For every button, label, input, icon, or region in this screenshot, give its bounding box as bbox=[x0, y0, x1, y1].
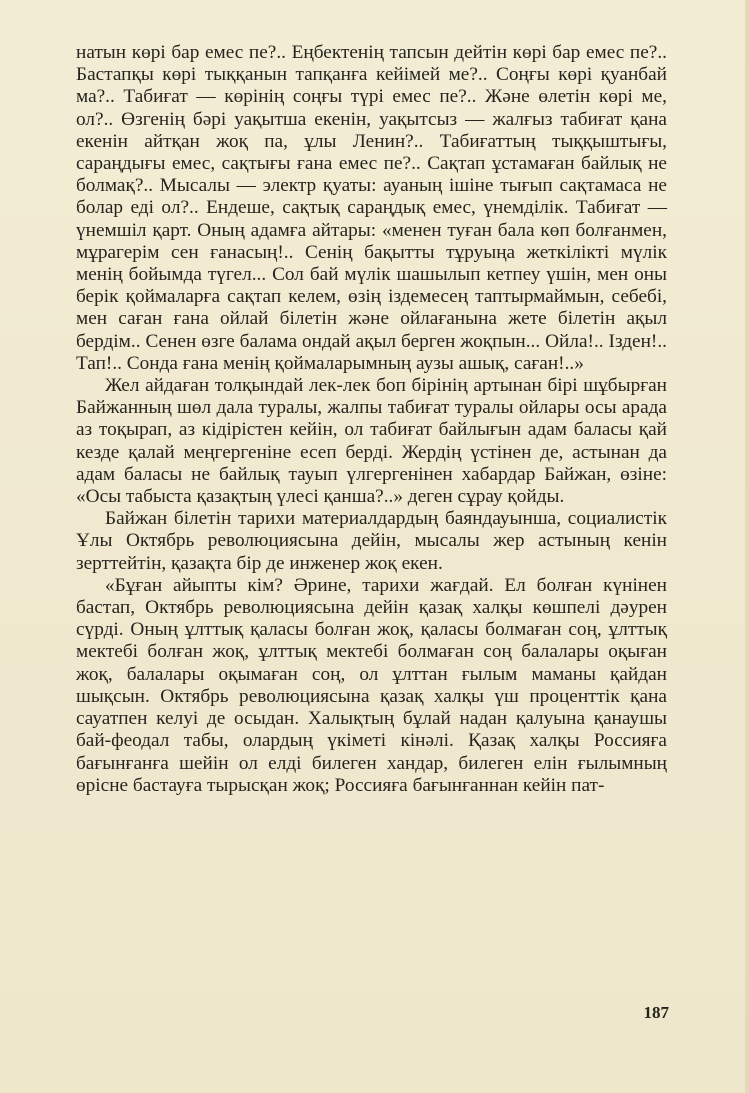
paragraph-1: натын көрі бар емес пе?.. Еңбектенің тапсын дейтін көрі бар емес пе?.. Бастапқы көрі тыққанын тапқанға кейімей ме?.. Соңғы көрі қуанбай ма?.. Табиғат — көрінің соңғы түрі емес пе?.. Және өлетін көрі ме, ол?.. Өзгенің бәрі уақытша екенін, уақытсыз — жалғыз табиғат қана екенін айтқан жоқ па, ұлы Ленин?.. Табиғаттың тыққыштығы, сараңдығы емес, сақтығы ғана емес пе?.. Сақтап ұстамаған байлық не болмақ?.. Мысалы — электр қуаты: ауаның ішіне тығып сақтамаса не болар еді ол?.. Ендеше, сақтық сараңдық емес, үнемділік. Табиғат — үнемшіл қарт. Оның адамға айтары: «менен туған бала көп болғанмен, мұрагерім сен ғанасың!.. Сенің бақытты тұруыңа жеткілікті мүлік менің бойымда түгел... Сол бай мүлік шашылып кетпеу үшін, мен оны берік қоймаларға сақтап келем, өзің іздемесең таптырмаймын, себебі, мен саған ғана ойлай білетін және ойлағанына жете білетін ақыл бердім.. Сенен өзге балама ондай ақыл берген жоқпын... Ойла!.. Ізден!.. Тап!.. Сонда ғана менің қоймаларымның аузы ашық, саған!..» bbox=[76, 42, 667, 374]
paragraph-4: «Бұған айыпты кім? Әрине, тарихи жағдай. Ел болған күнінен бастап, Октябрь революциясына дейін қазақ халқы көшпелі дәурен сүрді. Оның ұлттық қаласы болған жоқ, қаласы болмаған соң, ұлттық мектебі болған жоқ, ұлттық мектебі болмаған соң балалары оқыған жоқ, балалары оқымаған соң, ол ұлттан ғылым маманы қайдан шықсын. Октябрь революциясына қазақ халқы үш проценттік қана сауатпен келуі де осыдан. Халықтың бұлай надан қалуына қанаушы бай-феодал табы, олардың үкіметі кінәлі. Қазақ халқы Россияға бағынғанға шейін ол елді билеген хандар, билеген елін ғылымның өрісне бастауға тырысқан жоқ; Россияға бағынғаннан кейін пат- bbox=[76, 574, 667, 796]
paragraph-3: Байжан білетін тарихи материалдардың баяндауынша, социалистік Ұлы Октябрь революциясына дейін, мысалы жер астының кенін зерттейтін, қазақта бір де инженер жоқ екен. bbox=[76, 508, 667, 574]
paragraph-2: Жел айдаған толқындай лек-лек боп бірінің артынан бірі шұбырған Байжанның шөл дала туралы, жалпы табиғат туралы ойлары осы арада аз тоқырап, аз кідірістен кейін, ол табиғат байлығын адам баласы қай кезде қалай меңгергеніне есеп берді. Жердің үстінен де, астынан да адам баласы не байлық тауып үлгергенінен хабардар Байжан, өзіне: «Осы табыста қазақтың үлесі қанша?..» деген сұрау қойды. bbox=[76, 375, 667, 508]
page-body-text bbox=[76, 42, 667, 797]
page-edge bbox=[745, 0, 749, 1093]
page-number: 187 bbox=[643, 1003, 669, 1022]
